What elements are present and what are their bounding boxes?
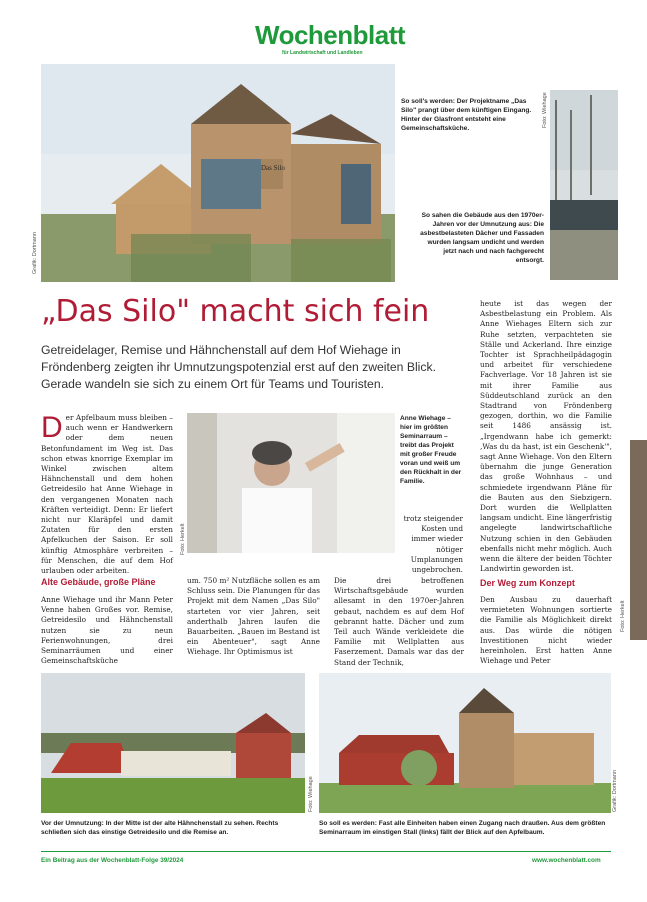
masthead-logo[interactable]: Wochenblatt xyxy=(255,20,406,50)
hero-credit-left: Grafik: Dortmann xyxy=(32,232,38,274)
column-1-paragraph-2: Anne Wiehage und ihr Mann Peter Venne haben Großes vor. Remise, Getreidesilo und Hähnchenstall nutzen sie zu neun Ferienwohnungen, drei Seminarräumen und einer Gemeinschaftsküche xyxy=(41,595,173,666)
dropcap: D xyxy=(41,411,63,444)
column-1 xyxy=(41,413,173,576)
hero-credit-right: Foto: Wiehage xyxy=(542,92,548,128)
column-4-text: heute ist das wegen der Asbestbelastung ein Problem. Als Anne Wiehages Eltern sich zur Ruhe setzten, verpachteten sie Ställe und Ackerland. Ihre einzige Tochter ist Sprachheilpädagogin und arbeitet für verschiedene Fachverlage. Vor 18 Jahren ist sie mit ihrer Familie aus Süddeutschland zurück an den Stadtrand von Fröndenberg gezogen, dorthin, wo die Familie seit 1486 ansässig ist. „Irgendwann habe ich gemerkt: ‚Was du da hast, ist ein Geschenk'", sagt Anne Wiehage. Von den Eltern übernahm die junge Generation das große Wohnhaus – und schmiedete irgendwann Pläne für die Bauten aus den Siebzigern. Dort wurden die Wellplatten langsam undicht. Eine längerfristig angelegte landwirtschaftliche Nutzung schien in den Gebäuden ebenfalls nicht mehr möglich. Auch wenn die ältere der beiden Töchter Landwirtin geworden ist. xyxy=(480,299,612,574)
column-4-text-2: Den Ausbau zu dauerhaft vermieteten Wohnungen sortierte die Familie als Möglichkeit direkt aus. Das würde die nötigen Investitionen nicht wieder hereinholen. Erst hatten Anne Wiehage und Peter xyxy=(480,595,612,666)
bottom-left-photo xyxy=(41,673,305,813)
edge-credit: Foto: Herkelt xyxy=(620,600,626,632)
edge-photo-strip xyxy=(630,440,647,640)
portrait-photo xyxy=(187,413,395,553)
bottom-right-credit: Grafik: Dortmann xyxy=(612,770,618,812)
column-2-text: um. 750 m² Nutzfläche sollen es am Schluss sein. Die Planungen für das Projekt mit dem Namen „Das Silo" starteten vor vier Jahren, seit anderthalb Jahren laufen die Bauarbeiten. „Bauen im Bestand ist ein Abenteuer", sagt Anne Wiehage. Ihr Optimismus ist xyxy=(187,576,320,657)
portrait-credit: Foto: Herkelt xyxy=(180,523,186,555)
subhead-1: Alte Gebäude, große Pläne xyxy=(41,577,156,587)
hero-caption-future: So soll's werden: Der Projektname „Das Silo" prangt über dem künftigen Eingang. Hinter der Glasfront entsteht eine Gemeinschaftsküche. xyxy=(401,98,532,132)
hero-caption-past: So sahen die Gebäude aus den 1970er-Jahren vor der Umnutzung aus: Die asbestbelasteten Dächer und Fassaden wurden langsam undicht und werden jetzt nach und nach fachgerecht entsorgt. xyxy=(420,212,544,264)
footer-issue: Ein Beitrag aus der Wochenblatt-Folge 39/2024 xyxy=(41,857,184,864)
column-1-paragraph-1: er Apfelbaum muss bleiben – auch wenn er Handwerkern oder dem neuen Betonfundament im Weg ist. Das schon etwas knorrige Exemplar im Winkel zwischen altem Hähnchenstall und dem hohen Getreidesilo hat Anne Wiehage in den vergangenen Monaten nach Kräften verteidigt. Denn: Er liefert nicht nur Klaräpfel und damit Zutaten für den ersten Apfelkuchen der Saison. Er soll künftig Atmosphäre verbreiten – für Menschen, die auf dem Hof urlauben oder arbeiten. xyxy=(41,413,173,576)
article-lead: Getreidelager, Remise und Hähnchenstall auf dem Hof Wiehage in Fröndenberg zeigten ihr Umnutzungspotenzial erst auf den zweiten Blick. Gerade wandeln sie sich zu einem Ort für Teams und Touristen. xyxy=(41,343,436,391)
article-title: „Das Silo" macht sich fein xyxy=(41,294,430,329)
subhead-2: Der Weg zum Konzept xyxy=(480,578,575,588)
bottom-left-credit: Foto: Wiehage xyxy=(308,776,314,812)
hero-rendering-image xyxy=(41,64,395,282)
footer-rule xyxy=(41,851,611,852)
footer-website-link[interactable]: www.wochenblatt.com xyxy=(532,857,601,864)
masthead-tagline: für Landwirtschaft und Landleben xyxy=(282,50,363,56)
bottom-right-rendering xyxy=(319,673,611,813)
portrait-caption: Anne Wiehage – hier im größten Seminarraum – treibt das Projekt mit großer Freude voran und weiß um den Rückhalt in der Familie. xyxy=(400,415,462,485)
sign-text: Das Silo xyxy=(261,164,285,172)
hero-old-photo xyxy=(550,90,618,280)
bottom-left-caption: Vor der Umnutzung: In der Mitte ist der alte Hähnchenstall zu sehen. Rechts schließen sich das einstige Getreidesilo und die Remise an. xyxy=(41,820,279,836)
column-3-text-a: trotz steigender Kosten und immer wieder nötiger Umplanungen ungebrochen. xyxy=(403,514,463,575)
bottom-right-caption: So soll es werden: Fast alle Einheiten haben einen Zugang nach draußen. Aus dem größten Seminarraum im einstigen Stall (links) fällt der Blick auf den Apfelbaum. xyxy=(319,820,606,836)
column-3-text-b: Die drei betroffenen Wirtschaftsgebäude wurden allesamt in den 1970er-Jahren gebaut, nachdem es auf dem Hof gebrannt hatte. Dächer und zum Teil auch Wände verkleidete die Familie mit Wellplatten aus Faserzement. Damals war das der Stand der Technik, xyxy=(334,576,464,667)
